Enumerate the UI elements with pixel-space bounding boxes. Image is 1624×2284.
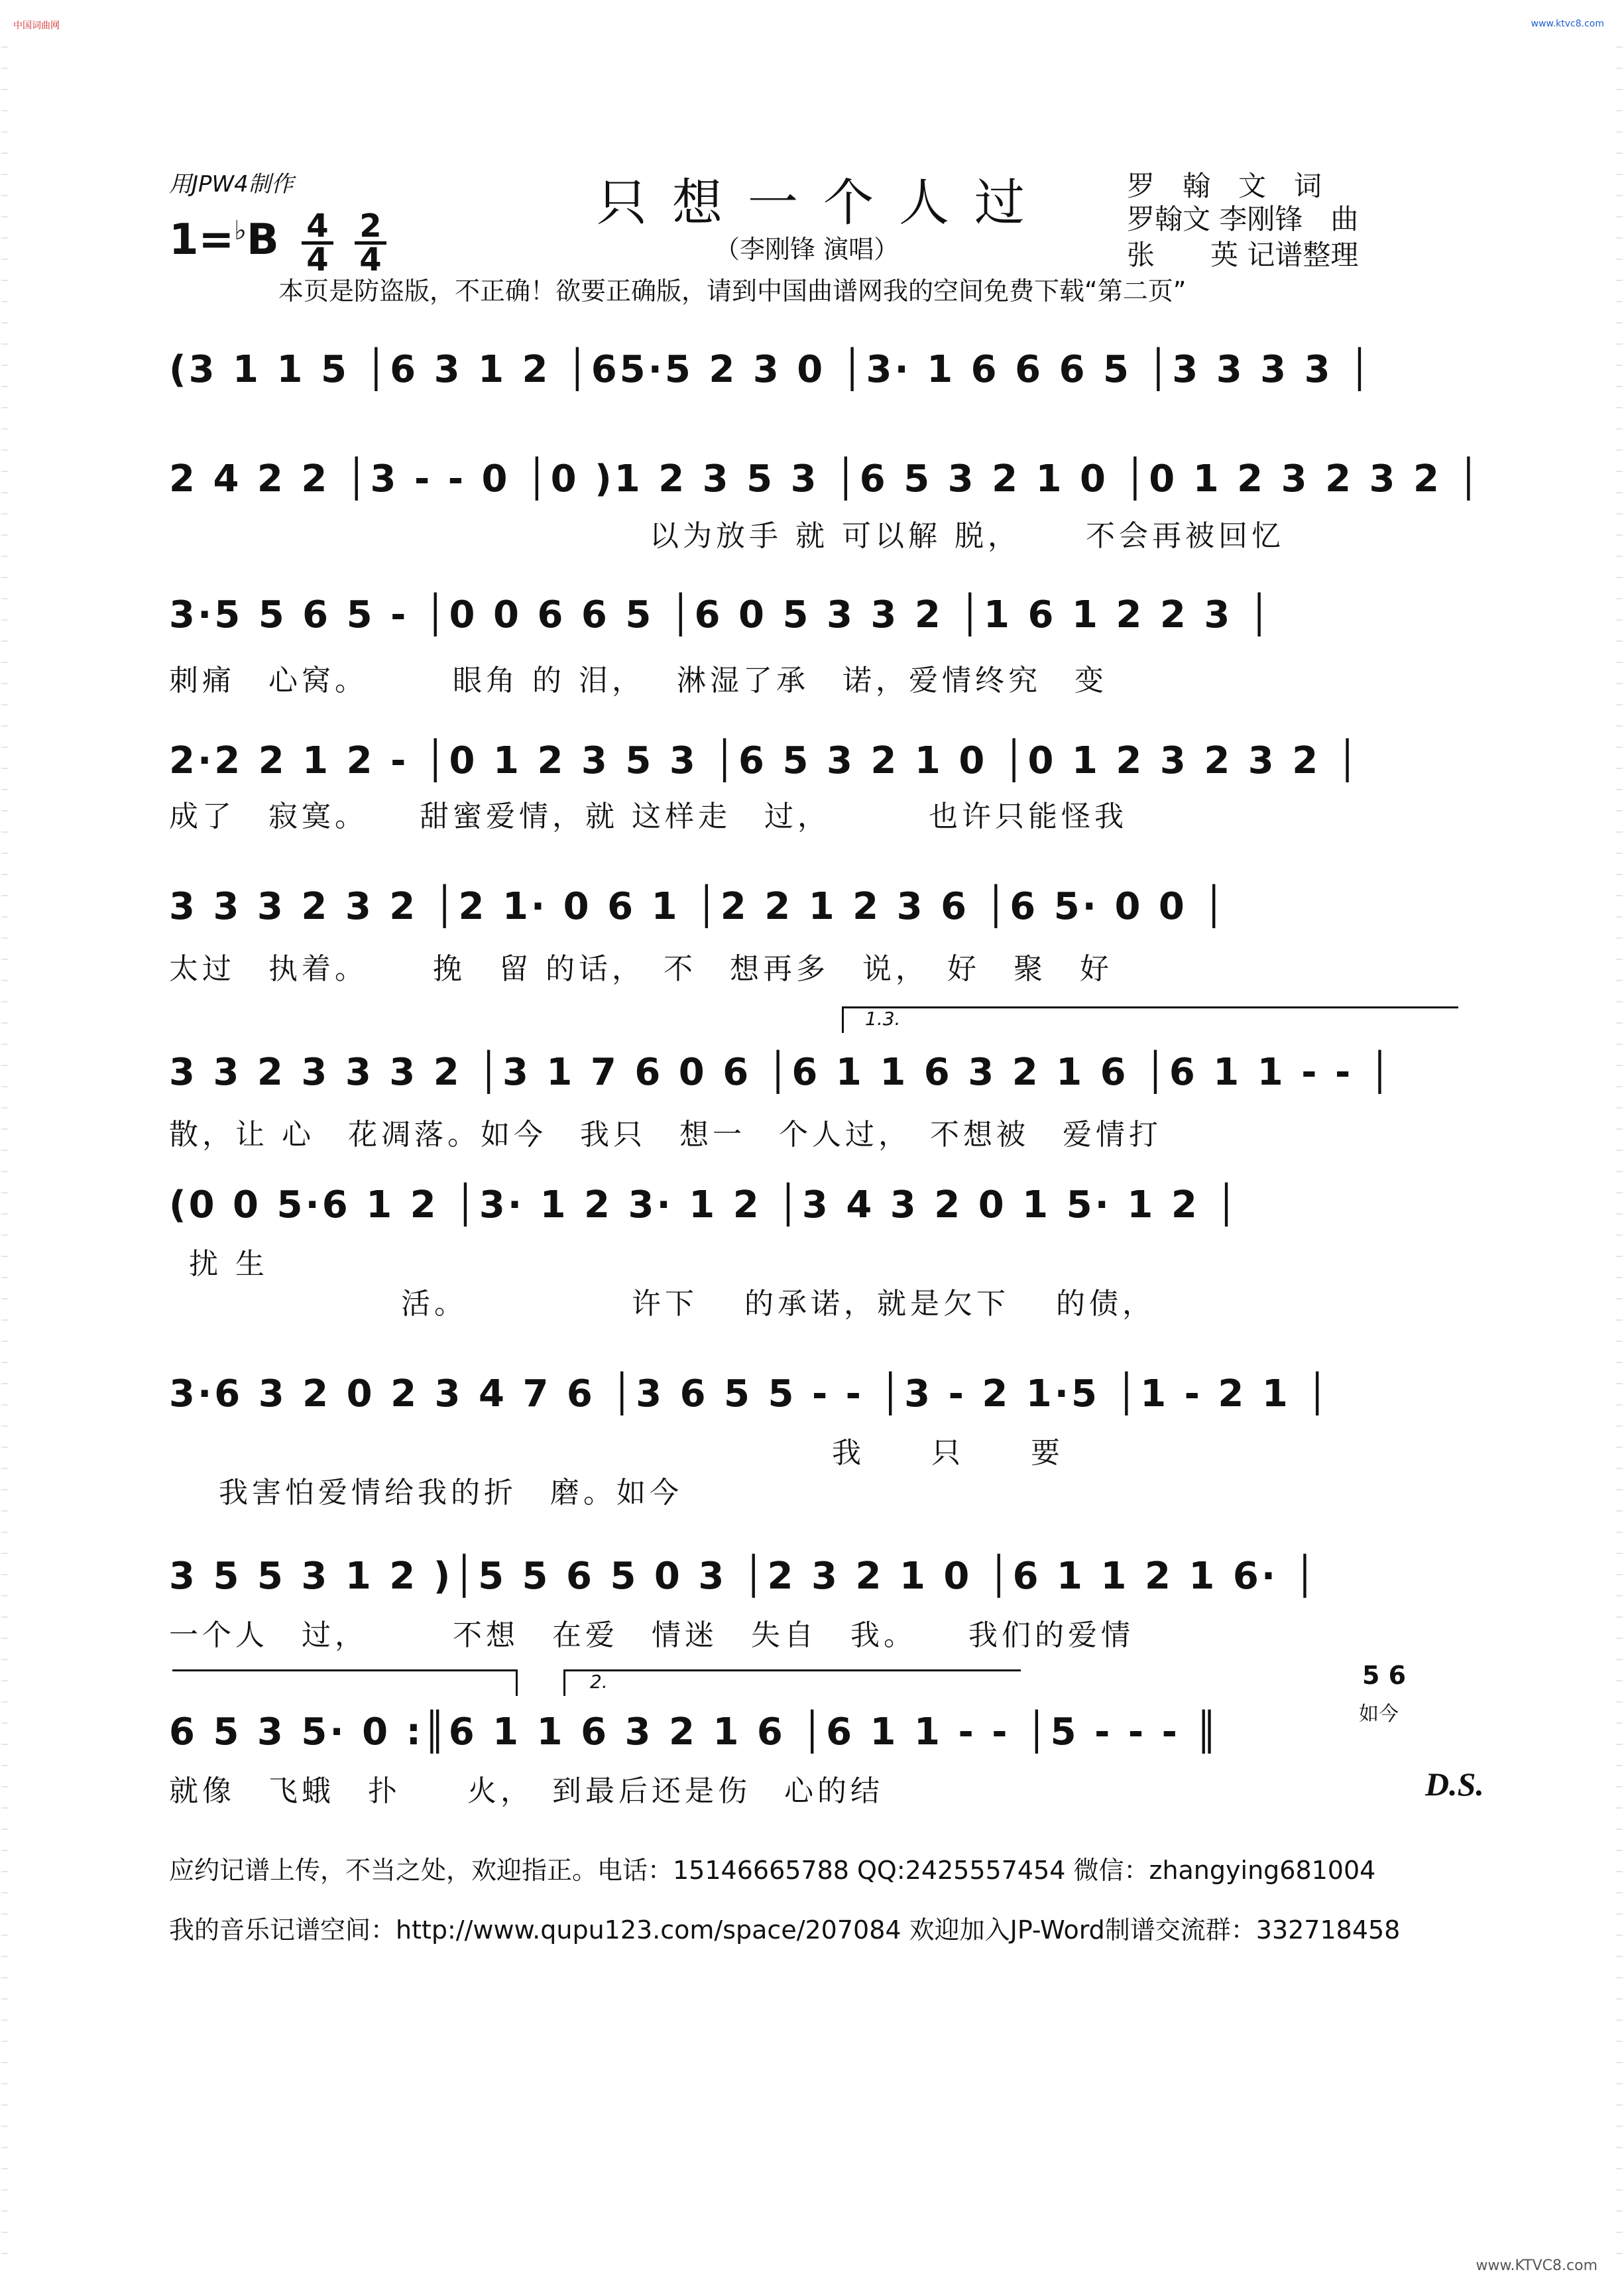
site-mark-right: www.ktvc8.com: [1531, 19, 1604, 29]
dal-segno-mark: D.S.: [1425, 1766, 1484, 1803]
notation-row-6: 3 3 2 3 3 3 2 │3 1 7 6 0 6 │6 1 1 6 3 2 1 6 │6 1 1 - - │: [169, 1051, 1394, 1094]
notation-row-9: 3 5 5 3 1 2 )│5 5 6 5 0 3 │2 3 2 1 0 │6 1 1 2 1 6· │: [169, 1555, 1319, 1598]
time2-bottom: 4: [355, 241, 386, 275]
first-ending-bracket: [842, 1006, 1458, 1008]
key-signature: [169, 215, 279, 265]
key-prefix: 1=: [169, 215, 235, 265]
pickup-lyric: 如今: [1359, 1703, 1399, 1726]
site-mark-left: 中国词曲网: [13, 21, 60, 31]
notation-row-2: 2 4 2 2 │3 - - 0 │0 )1 2 3 5 3 │6 5 3 2 1 0 │0 1 2 3 2 3 2 │: [169, 457, 1483, 501]
time-signature-2-4: [355, 208, 386, 278]
software-note: 用JPW4制作: [169, 171, 294, 198]
second-ending-label: 2.: [590, 1671, 608, 1693]
lyrics-row-3: 刺痛 心窝。 眼角 的 泪， 淋湿了承 诺，爱情终究 变: [169, 664, 1108, 697]
time-signature-4-4: [302, 208, 333, 278]
time2-top: 2: [359, 208, 382, 245]
notation-row-1: (3 1 1 5 │6 3 1 2 │65·5 2 3 0 │3· 1 6 6 6 5 │3 3 3 3 │: [169, 348, 1373, 391]
lyricist-credit: 罗 翰 文 词: [1127, 170, 1322, 202]
lyrics-row-7b: 活。 许下 的承诺，就是欠下 的债，: [169, 1287, 1155, 1321]
song-title: 只想一个人过: [597, 173, 1050, 232]
lyrics-row-4: 成了 寂寞。 甜蜜爱情，就 这样走 过， 也许只能怪我: [169, 800, 1128, 833]
pickup-notes: 5 6: [1362, 1661, 1407, 1690]
notation-row-7: (0 0 5·6 1 2 │3· 1 2 3· 1 2 │3 4 3 2 0 1 5· 1 2 │: [169, 1183, 1241, 1227]
anti-piracy-notice: 本页是防盗版，不正确！欲要正确版，请到中国曲谱网我的空间免费下载“第二页”: [278, 276, 1187, 306]
site-mark-bottom: www.KTVC8.com: [1476, 2257, 1597, 2274]
second-ending-bracket: [563, 1669, 1021, 1671]
second-ending-bracket-start: [563, 1669, 565, 1696]
lyrics-row-2: 以为放手 就 可以解 脱， 不会再被回忆: [650, 519, 1285, 553]
flat-sign: ♭: [234, 215, 247, 246]
notation-row-8: 3·6 3 2 0 2 3 4 7 6 │3 6 5 5 - - │3 - 2 1·5 │1 - 2 1 │: [169, 1372, 1332, 1415]
left-border-pattern: [1, 27, 8, 2257]
lyrics-row-6: 散，让 心 花凋落。如今 我只 想一 个人过， 不想被 爱情打: [169, 1118, 1162, 1152]
singer-credit: （李刚锋 演唱）: [715, 235, 899, 264]
composer-credit: 罗翰文 李刚锋 曲: [1127, 203, 1359, 235]
arranger-credit: 张 英 记谱整理: [1127, 239, 1359, 271]
repeat-bracket-left: [172, 1669, 517, 1671]
notation-row-10: 6 5 3 5· 0 :║6 1 1 6 3 2 1 6 │6 1 1 - - │5 - - - ║: [169, 1711, 1221, 1754]
notation-row-3: 3·5 5 6 5 - │0 0 6 6 5 │6 0 5 3 3 2 │1 6 1 2 2 3 │: [169, 593, 1273, 636]
footer-contact: 应约记谱上传，不当之处，欢迎指正。电话：15146665788 QQ:2425557454 微信：zhangying681004: [169, 1856, 1376, 1885]
time1-top: 4: [306, 208, 329, 245]
time1-bottom: 4: [302, 241, 333, 275]
lyrics-row-8b: 我害怕爱情给我的折 磨。如今: [219, 1476, 683, 1510]
first-ending-bracket-start: [842, 1006, 844, 1033]
notation-row-5: 3 3 3 2 3 2 │2 1· 0 6 1 │2 2 1 2 3 6 │6 5· 0 0 │: [169, 885, 1228, 928]
lyrics-row-5: 太过 执着。 挽 留 的话， 不 想再多 说， 好 聚 好: [169, 952, 1113, 986]
lyrics-row-7: 扰 生: [189, 1247, 268, 1281]
lyrics-row-8: 我 只 要: [169, 1436, 1064, 1470]
notation-row-4: 2·2 2 1 2 - │0 1 2 3 5 3 │6 5 3 2 1 0 │0 1 2 3 2 3 2 │: [169, 739, 1362, 782]
lyrics-row-9: 一个人 过， 不想 在爱 情迷 失自 我。 我们的爱情: [169, 1618, 1134, 1652]
repeat-bracket-left-end: [516, 1669, 518, 1696]
first-ending-label: 1.3.: [865, 1008, 901, 1030]
key-note: B: [247, 215, 279, 265]
right-border-pattern: [1616, 27, 1623, 2257]
lyrics-row-10: 就像 飞蛾 扑 火， 到最后还是伤 心的结: [169, 1774, 884, 1808]
footer-space: 我的音乐记谱空间：http://www.qupu123.com/space/207084 欢迎加入JP-Word制谱交流群：332718458: [169, 1915, 1401, 1945]
